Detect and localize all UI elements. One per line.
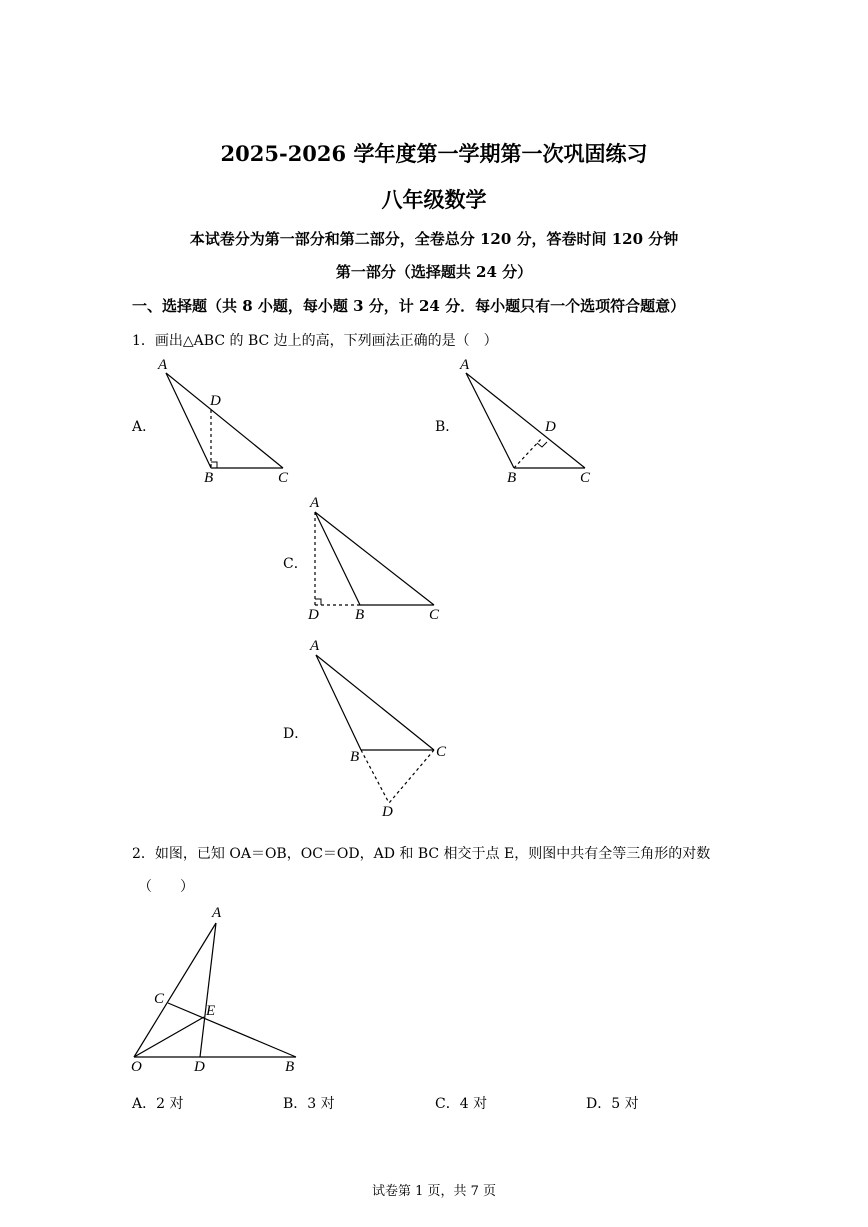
q1b-vertex-b: B	[507, 470, 517, 486]
q1b-vertex-c: C	[580, 470, 591, 486]
q1b-vertex-a: A	[460, 357, 470, 373]
q2-option-d: D．5 对	[586, 1096, 639, 1112]
section-heading: 一、选择题（共 8 小题，每小题 3 分，计 24 分．每小题只有一个选项符合题意）	[132, 297, 686, 315]
q1c-vertex-b: B	[355, 607, 365, 623]
q1-option-c-label: C．	[283, 556, 308, 572]
question-2-stem: 2．如图，已知 OA＝OB，OC＝OD，AD 和 BC 相交于点 E，则图中共有全等三角形的对数	[132, 846, 711, 862]
exam-title: 2025-2026 学年度第一学期第一次巩固练习	[220, 141, 648, 166]
q1b-vertex-d: D	[545, 419, 556, 435]
question-1-stem: 1．画出△ABC 的 BC 边上的高，下列画法正确的是（ ）	[132, 333, 498, 349]
q1a-vertex-b: B	[204, 470, 214, 486]
q1d-vertex-a: A	[310, 638, 320, 654]
q2-point-e: E	[206, 1003, 216, 1019]
part-heading: 第一部分（选择题共 24 分）	[335, 263, 533, 281]
q1a-vertex-c: C	[278, 470, 289, 486]
q1d-vertex-d: D	[382, 804, 393, 820]
q1a-vertex-a: A	[158, 357, 168, 373]
question-2-answer-paren: （ ）	[138, 879, 194, 895]
q1-option-b-label: B．	[435, 419, 460, 435]
q1d-vertex-c: C	[436, 744, 447, 760]
page-footer: 试卷第 1 页，共 7 页	[371, 1184, 497, 1199]
q2-point-a: A	[212, 905, 222, 921]
q1-option-d-label: D．	[283, 726, 309, 742]
q1c-vertex-c: C	[429, 607, 440, 623]
q1d-vertex-b: B	[350, 749, 360, 765]
instructions: 本试卷分为第一部分和第二部分，全卷总分 120 分，答卷时间 120 分钟	[189, 230, 679, 248]
q1a-vertex-d: D	[210, 393, 221, 409]
q1-option-a-label: A．	[132, 419, 157, 435]
q2-point-b: B	[285, 1059, 295, 1075]
q2-option-b: B．3 对	[283, 1096, 335, 1112]
q1c-vertex-d: D	[308, 607, 319, 623]
q2-point-o: O	[131, 1059, 142, 1075]
q2-point-c: C	[154, 991, 165, 1007]
subject-title: 八年级数学	[381, 187, 487, 212]
q1c-vertex-a: A	[310, 495, 320, 511]
q2-point-d: D	[194, 1059, 205, 1075]
q2-option-c: C．4 对	[435, 1096, 488, 1112]
q2-option-a: A．2 对	[132, 1096, 184, 1112]
